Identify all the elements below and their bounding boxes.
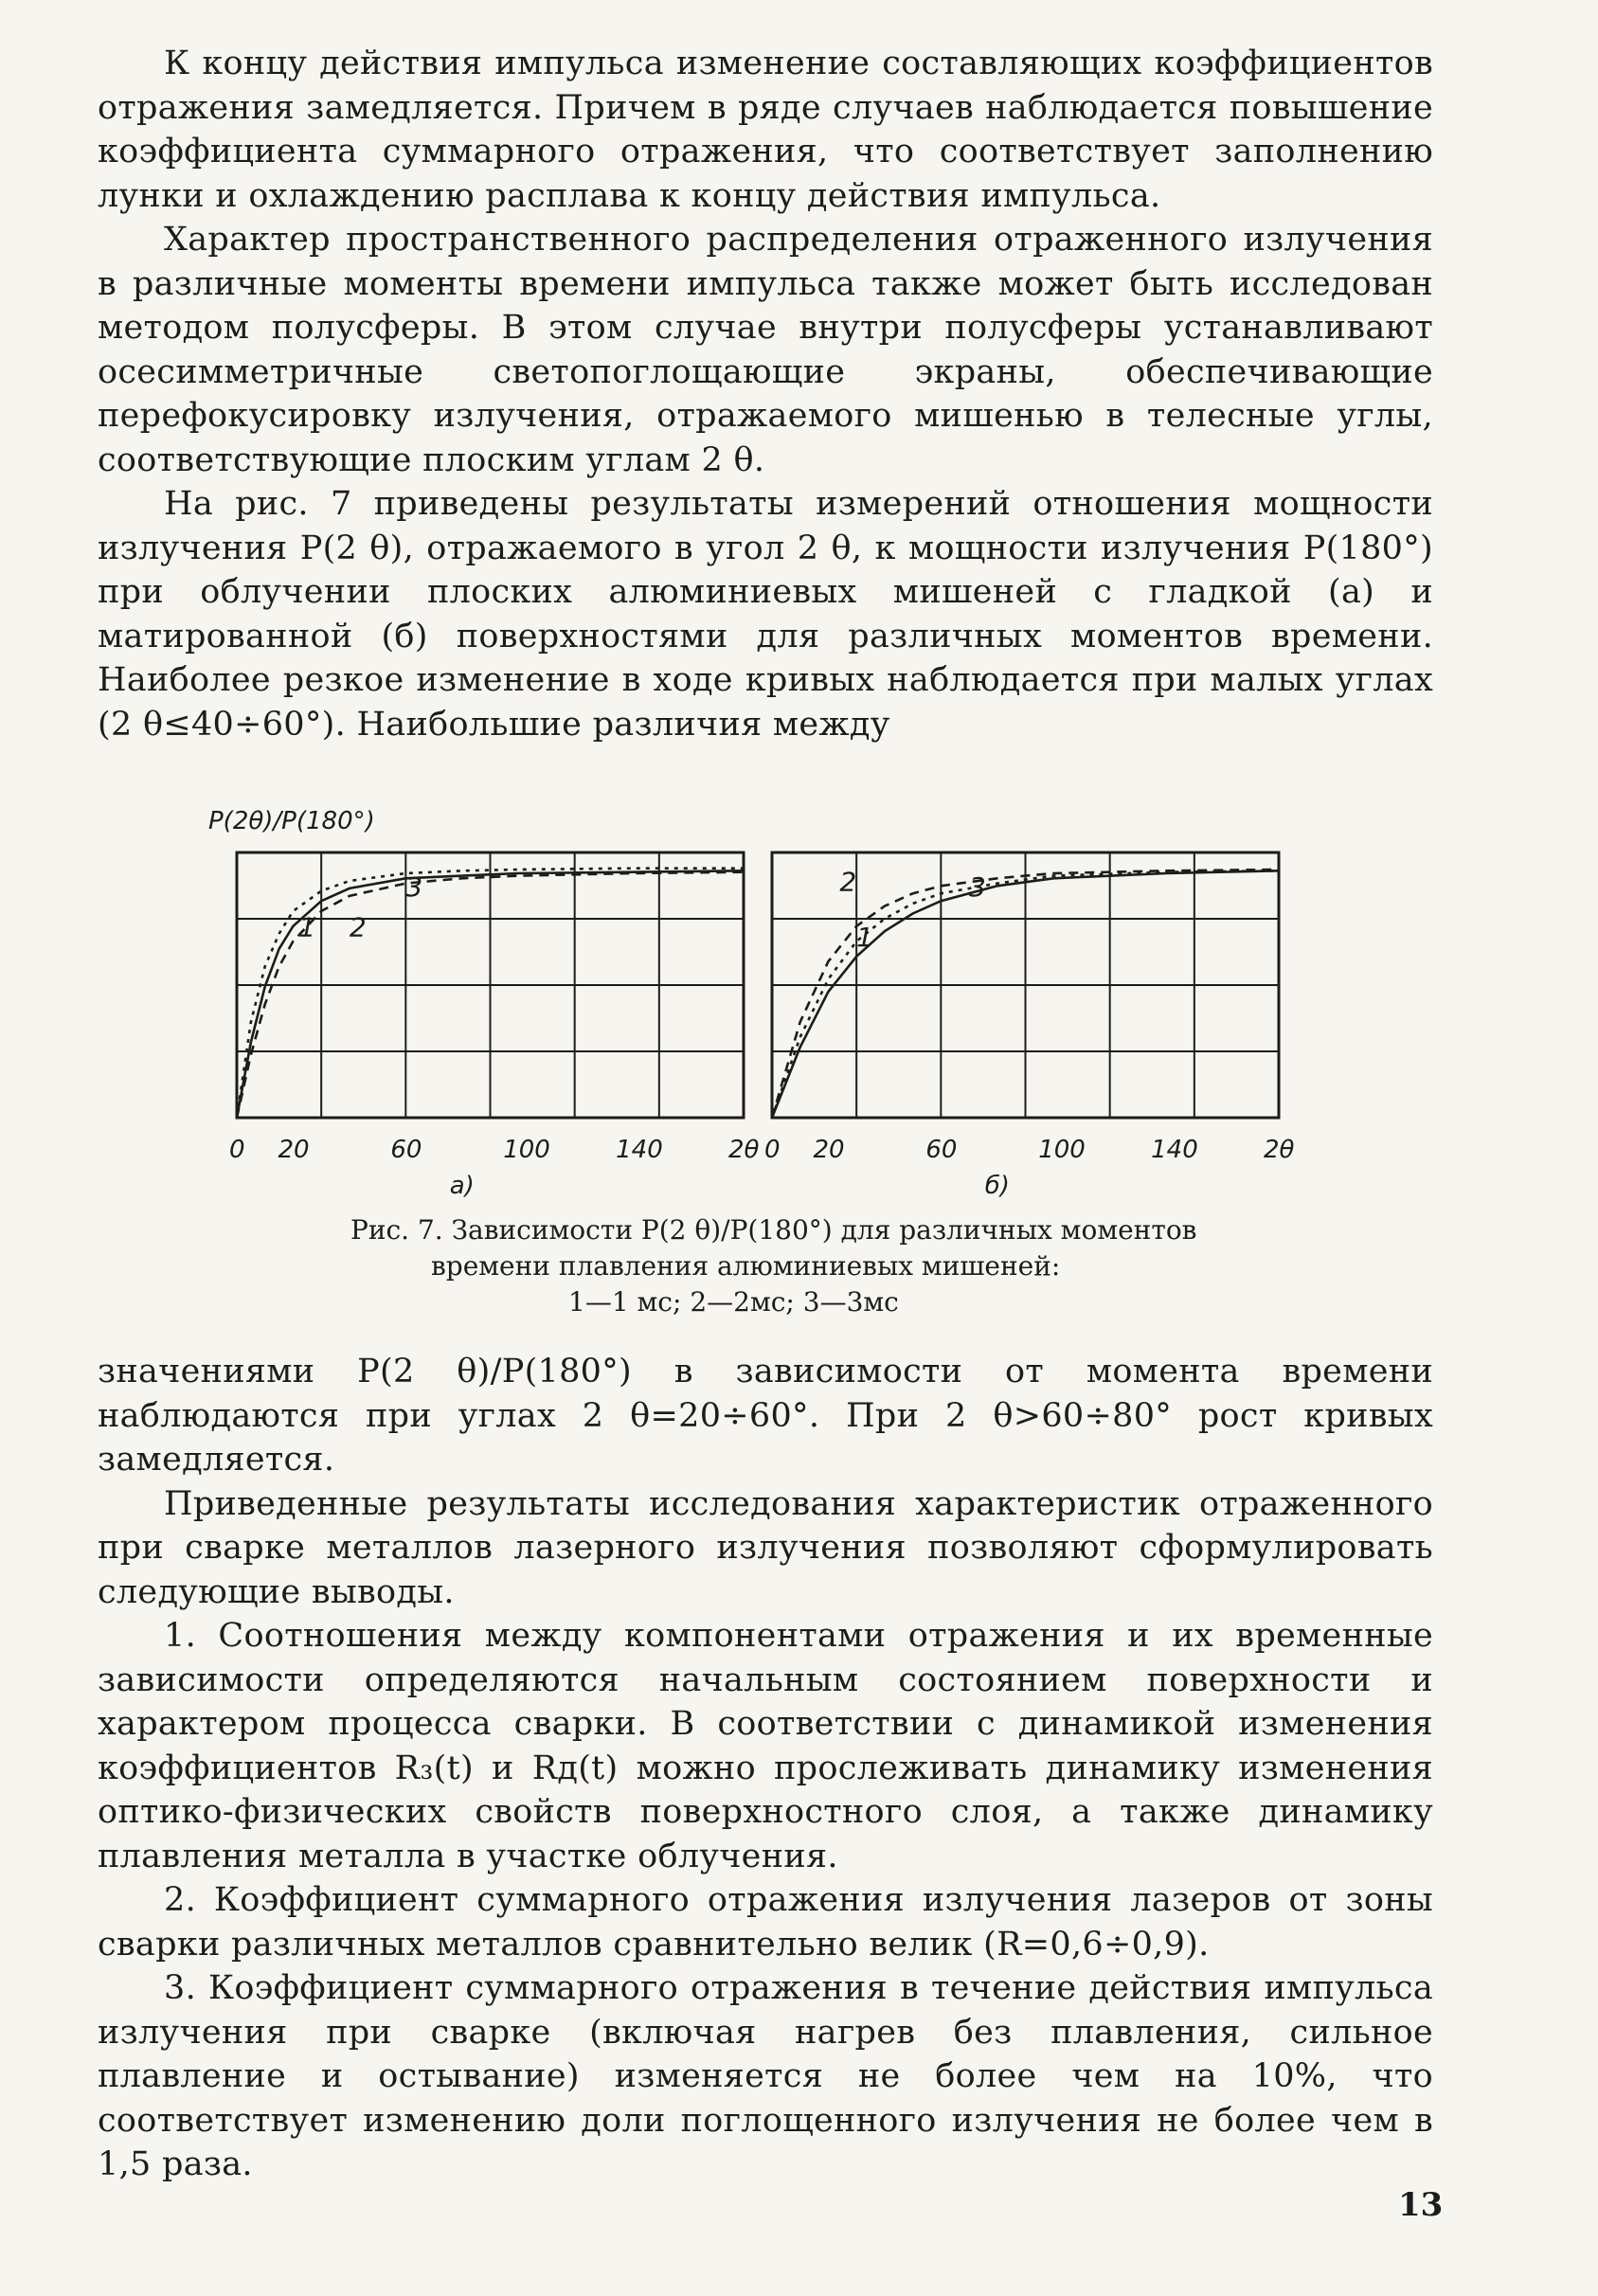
paragraph: На рис. 7 приведены результаты измерений отношения мощности излучения P(2 θ), отражаемого в угол 2 θ, к мощности излучения P(180°) при облучении плоских алюминиевых мишеней с гладкой (а) и матированной (б) поверхностями для различных моментов времени. Наиболее резкое изменение в ходе кривых наблюдается при малых углах (2 θ≤40÷60°). Наибольшие различия между bbox=[98, 485, 1433, 744]
figure-7-chart bbox=[208, 796, 1298, 1212]
list-item-3: 3. Коэффициент суммарного отражения в течение действия импульса излучения при сварке (включая нагрев без плавления, сильное плавление и остывание) изменяется не более чем на 10%, что соответствует изменению доли поглощенного излучения не более чем в 1,5 раза. bbox=[98, 1969, 1433, 2183]
paragraph: К концу действия импульса изменение составляющих коэффициентов отражения замедляется. Причем в ряде случаев наблюдается повышение коэффициента суммарного отражения, что соответствует заполнению лунки и охлаждению расплава к концу действия импульса. bbox=[98, 45, 1433, 215]
caption-line-1: Рис. 7. Зависимости P(2 θ)/P(180°) для различных моментов bbox=[350, 1214, 1197, 1246]
caption-line-3: 1—1 мс; 2—2мс; 3—3мс bbox=[568, 1286, 899, 1318]
text-block-top bbox=[98, 42, 1433, 746]
x-tick-label: 2θ bbox=[1264, 1136, 1295, 1164]
x-tick-label: 100 bbox=[1038, 1136, 1086, 1164]
curve-label-3: 3 bbox=[405, 870, 423, 903]
figure-7 bbox=[208, 796, 1298, 1212]
x-tick-label: 20 bbox=[813, 1136, 845, 1164]
panel-label: б) bbox=[984, 1172, 1010, 1200]
curve-label-3: 3 bbox=[969, 870, 986, 903]
text-block-bottom bbox=[98, 1350, 1433, 2187]
y-axis-label: P(2θ)/P(180°) bbox=[208, 807, 375, 835]
curve-label-1: 1 bbox=[298, 911, 316, 943]
list-item-2: 2. Коэффициент суммарного отражения излучения лазеров от зоны сварки различных металлов сравнительно велик (R=0,6÷0,9). bbox=[98, 1881, 1433, 1964]
curve-label-2: 2 bbox=[349, 911, 367, 943]
curve-label-1: 1 bbox=[856, 922, 873, 954]
x-tick-label: 2θ bbox=[728, 1136, 760, 1164]
curve-label-2: 2 bbox=[839, 866, 857, 898]
x-tick-label: 0 bbox=[229, 1136, 245, 1164]
panel-label: а) bbox=[449, 1172, 475, 1200]
x-tick-label: 60 bbox=[390, 1136, 422, 1164]
x-tick-label: 140 bbox=[1151, 1136, 1198, 1164]
x-tick-label: 140 bbox=[616, 1136, 663, 1164]
caption-line-2: времени плавления алюминиевых мишеней: bbox=[431, 1250, 1061, 1282]
paragraph: Характер пространственного распределения отраженного излучения в различные моменты времени импульса также может быть исследован методом полусферы. В этом случае внутри полусферы устанавливают осесимметричные светопоглощающие экраны, обеспечивающие перефокусировку излучения, отражаемого мишенью в телесные углы, соответствующие плоским углам 2 θ. bbox=[98, 221, 1433, 479]
x-tick-label: 20 bbox=[278, 1136, 310, 1164]
paragraph: значениями P(2 θ)/P(180°) в зависимости от момента времени наблюдаются при углах 2 θ=20÷60°. При 2 θ>60÷80° рост кривых замедляется. bbox=[98, 1353, 1433, 1479]
list-item-1: 1. Соотношения между компонентами отражения и их временные зависимости определяются начальным состоянием поверхности и характером процесса сварки. В соответствии с динамикой изменения коэффициентов R₃(t) и Rд(t) можно прослеживать динамику изменения оптико-физических свойств поверхностного слоя, а также динамику плавления металла в участке облучения. bbox=[98, 1617, 1433, 1875]
page-number: 13 bbox=[1398, 2186, 1444, 2224]
x-tick-label: 0 bbox=[764, 1136, 781, 1164]
x-tick-label: 100 bbox=[503, 1136, 550, 1164]
figure-caption bbox=[350, 1212, 1440, 1320]
x-tick-label: 60 bbox=[925, 1136, 958, 1164]
paragraph: Приведенные результаты исследования характеристик отраженного при сварке металлов лазерного излучения позволяют сформулировать следующие выводы. bbox=[98, 1484, 1433, 1611]
